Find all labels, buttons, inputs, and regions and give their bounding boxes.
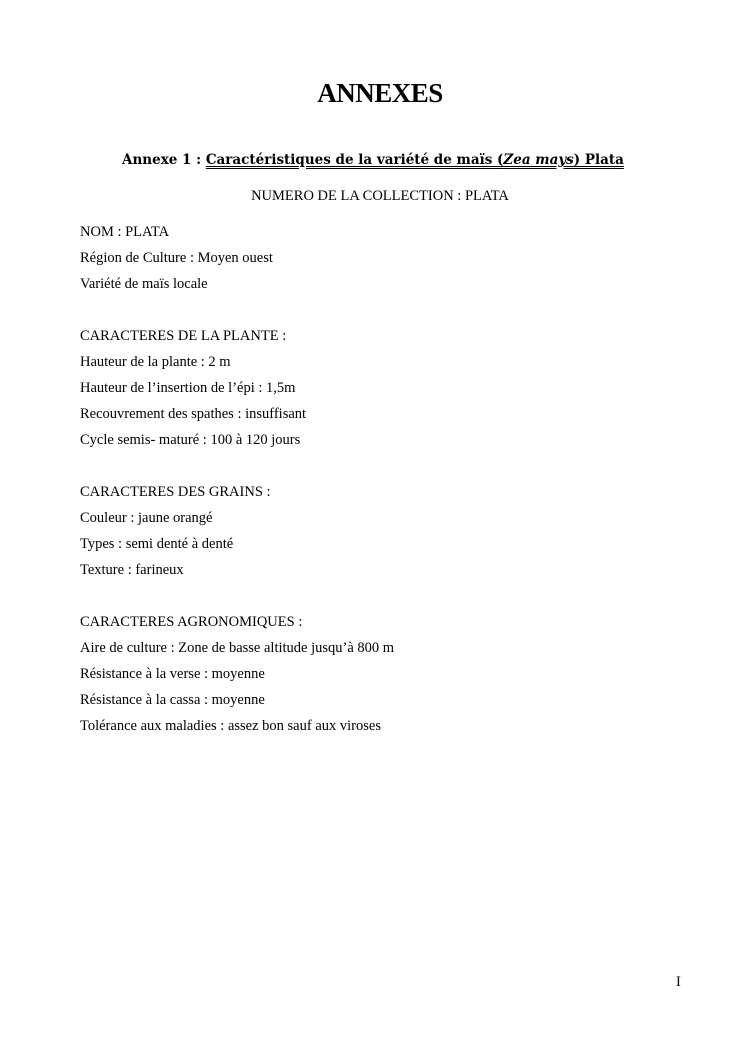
- section-spacer: [80, 583, 680, 609]
- agronomic-item: Aire de culture : Zone de basse altitude jusqu’à 800 m: [80, 640, 395, 656]
- document-body: [80, 219, 680, 739]
- identity-name: NOM : PLATA: [80, 224, 170, 240]
- annex-heading: [122, 150, 722, 170]
- section-spacer: [80, 453, 680, 479]
- plant-item: Recouvrement des spathes : insuffisant: [80, 406, 307, 422]
- identity-variety: Variété de maïs locale: [80, 276, 208, 292]
- plant-section: [80, 323, 680, 453]
- identity-block: [80, 219, 680, 297]
- grain-item: Couleur : jaune orangé: [80, 510, 213, 526]
- section-spacer: [80, 297, 680, 323]
- grain-section-heading: CARACTERES DES GRAINS :: [80, 484, 271, 500]
- agronomic-section-heading: CARACTERES AGRONOMIQUES :: [80, 614, 303, 630]
- plant-item: Hauteur de l’insertion de l’épi : 1,5m: [80, 380, 296, 396]
- plant-item: Cycle semis- maturé : 100 à 120 jours: [80, 432, 301, 448]
- annex-title-part1: Caractéristiques de la variété de maïs (: [205, 152, 504, 168]
- species-name: Zea mays: [503, 152, 574, 168]
- agronomic-item: Résistance à la verse : moyenne: [80, 666, 265, 682]
- plant-section-heading: CARACTERES DE LA PLANTE :: [80, 328, 287, 344]
- grain-item: Types : semi denté à denté: [80, 536, 234, 552]
- plant-item: Hauteur de la plante : 2 m: [80, 354, 231, 370]
- annex-label: Annexe 1 :: [122, 152, 206, 168]
- agronomic-item: Tolérance aux maladies : assez bon sauf aux viroses: [80, 718, 381, 734]
- agronomic-section: [80, 609, 680, 739]
- page-number: I: [676, 974, 681, 990]
- annex-title: [206, 152, 624, 168]
- grain-section: [80, 479, 680, 583]
- page-title: ANNEXES: [317, 78, 443, 108]
- identity-region: Région de Culture : Moyen ouest: [80, 250, 273, 266]
- annex-title-part2: ) Plata: [573, 152, 624, 168]
- grain-item: Texture : farineux: [80, 562, 184, 578]
- agronomic-item: Résistance à la cassa : moyenne: [80, 692, 265, 708]
- collection-line: NUMERO DE LA COLLECTION : PLATA: [251, 188, 509, 204]
